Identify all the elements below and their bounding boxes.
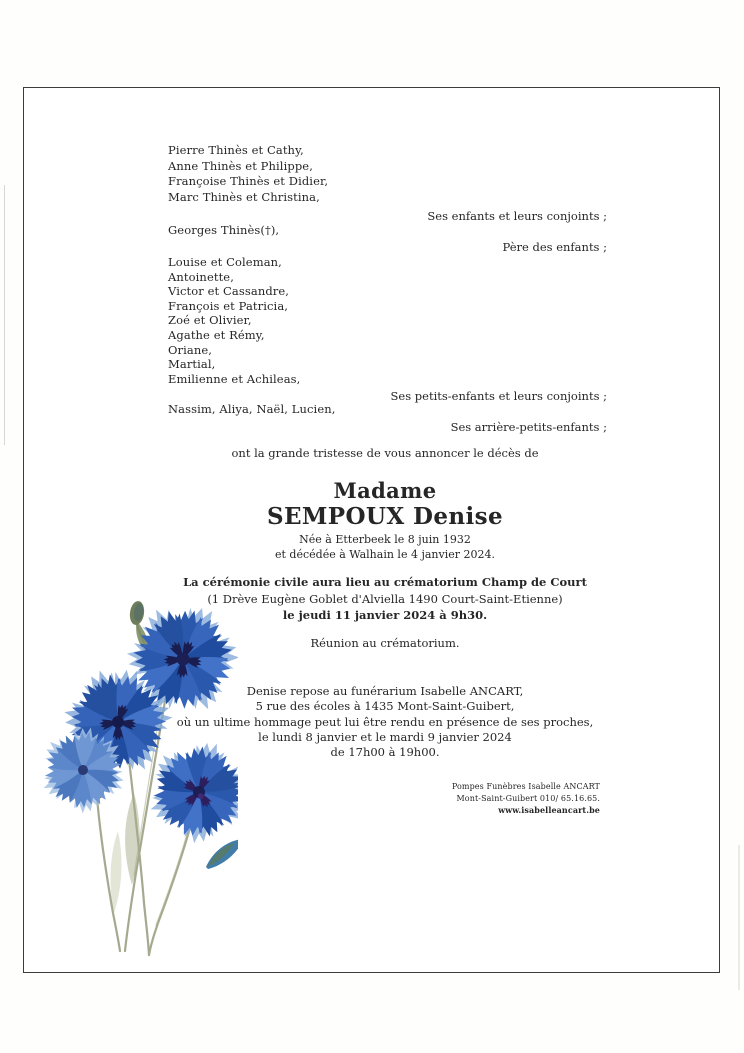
father-name: Georges Thinès(†), — [168, 223, 280, 237]
leaf — [125, 793, 140, 885]
visitation-line: Denise repose au funérarium Isabelle ANCART, — [246, 684, 524, 698]
list-item: Louise et Coleman, — [168, 255, 282, 269]
children-relationship-label: Ses enfants et leurs conjoints ; — [427, 209, 607, 223]
death-line: et décédée à Walhain le 4 janvier 2024. — [275, 548, 495, 561]
birth-line: Née à Etterbeek le 8 juin 1932 — [299, 533, 471, 546]
announcement-intro: ont la grande tristesse de vous annoncer le décès de — [231, 446, 539, 460]
funeral-home-block — [400, 781, 600, 816]
great-grandchildren-names: Nassim, Aliya, Naël, Lucien, — [168, 402, 336, 416]
visitation-line: le lundi 8 janvier et le mardi 9 janvier 2024 — [258, 729, 512, 744]
funeral-home-name: Pompes Funèbres Isabelle ANCART — [451, 782, 600, 791]
cornflower-illustration — [28, 583, 238, 968]
list-item: Emilienne et Achileas, — [168, 371, 301, 386]
ceremony-line-2: (1 Drève Eugène Goblet d'Alviella 1490 Court-Saint-Etienne) — [207, 592, 563, 606]
children-names-list — [168, 143, 408, 206]
scan-artifact — [4, 185, 5, 445]
list-item: Anne Thinès et Philippe, — [168, 158, 313, 173]
father-relationship-label: Père des enfants ; — [502, 240, 607, 254]
visitation-line: de 17h00 à 19h00. — [330, 745, 440, 760]
visitation-line: où un ultime hommage peut lui être rendu en présence de ses proches, — [176, 714, 594, 729]
list-item: Françoise Thinès et Didier, — [168, 174, 329, 189]
leaf — [111, 831, 122, 913]
great-grandchildren-relationship-label: Ses arrière-petits-enfants ; — [450, 420, 607, 434]
scan-artifact — [738, 845, 740, 990]
deceased-name: SEMPOUX Denise — [266, 503, 504, 530]
funeral-home-website: www.isabelleancart.be — [498, 804, 600, 815]
deceased-title: Madame — [333, 478, 437, 503]
grandchildren-names-list — [168, 255, 408, 386]
list-item: Martial, — [168, 357, 216, 372]
funeral-home-phone: Mont-Saint-Guibert 010/ 65.16.65. — [456, 793, 600, 803]
ceremony-line-1: La cérémonie civile aura lieu au crématorium Champ de Court — [183, 575, 587, 589]
list-item: Victor et Cassandre, — [168, 284, 290, 299]
ceremony-line-3: le jeudi 11 janvier 2024 à 9h30. — [282, 608, 488, 622]
list-item: François et Patricia, — [168, 298, 289, 313]
list-item: Antoinette, — [168, 269, 234, 284]
flower-bud — [128, 600, 145, 626]
list-item: Marc Thinès et Christina, — [168, 190, 320, 205]
visitation-line: 5 rue des écoles à 1435 Mont-Saint-Guibert, — [255, 699, 515, 714]
list-item: Pierre Thinès et Cathy, — [168, 143, 304, 157]
meeting-line: Réunion au crématorium. — [310, 636, 460, 650]
list-item: Zoé et Olivier, — [168, 313, 252, 328]
list-item: Oriane, — [168, 342, 213, 357]
grandchildren-relationship-label: Ses petits-enfants et leurs conjoints ; — [390, 389, 607, 403]
list-item: Agathe et Rémy, — [168, 327, 265, 342]
